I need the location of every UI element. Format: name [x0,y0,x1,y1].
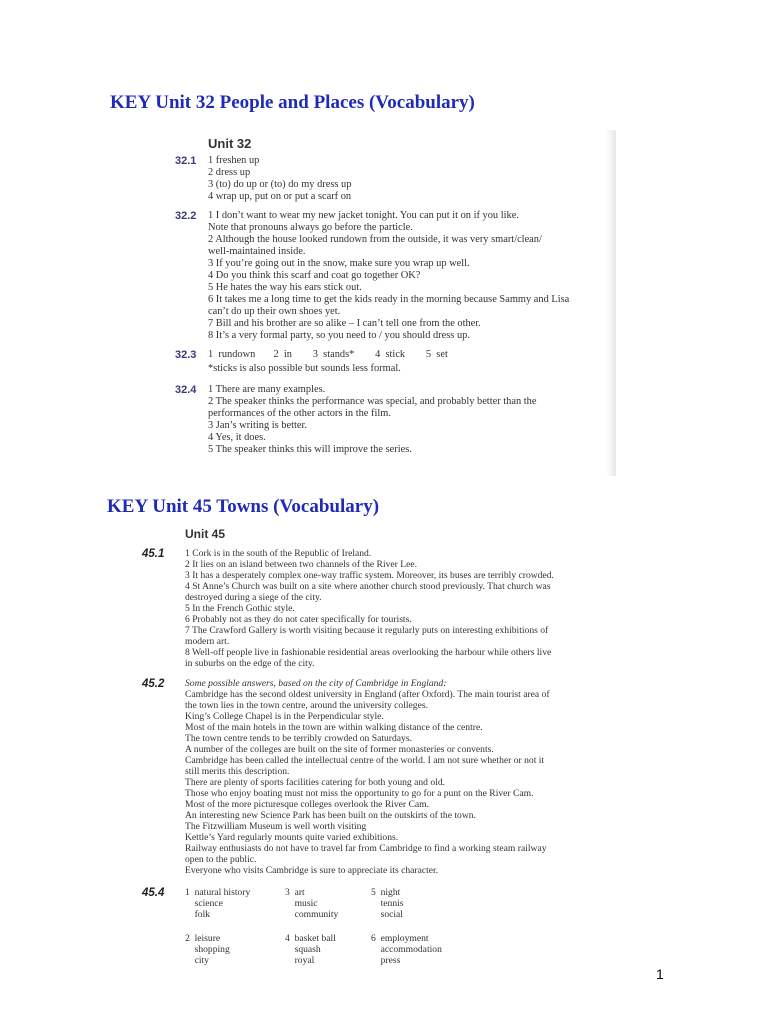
answer-intro: Some possible answers, based on the city of Cambridge in England: [185,678,447,689]
answer-line: destroyed during a siege of the city. [185,592,322,603]
word-item: squash [285,944,321,955]
word-item: royal [285,955,315,966]
unit-32-heading: Unit 32 [208,136,252,151]
answer-line: 1 There are many examples. [208,384,326,395]
answer-line: 1 Cork is in the south of the Republic of Ireland. [185,548,372,559]
answer-line: the town lies in the town centre, around the university colleges. [185,700,428,711]
word-item: accommodation [371,944,442,955]
word-item: science [185,898,223,909]
word-column [285,887,338,920]
answer-line: 2 It lies on an island between two channels of the River Lee. [185,559,418,570]
answer-line: 4 Yes, it does. [208,432,266,443]
answer-line: 6 It takes me a long time to get the kids ready in the morning because Sammy and Lisa [208,294,570,305]
word-column [371,887,404,920]
word-item: 2 leisure [185,933,221,944]
word-item: 4 basket ball [285,933,336,944]
section-number: 45.4 [142,887,165,899]
word-item: shopping [185,944,230,955]
section-number: 32.1 [175,155,197,167]
answer-line: King’s College Chapel is in the Perpendicular style. [185,711,384,722]
section-number: 32.3 [175,349,197,361]
word-item: 3 art [285,887,305,898]
answer-line: Those who enjoy boating must not miss the opportunity to go for a punt on the River Cam. [185,788,534,799]
answer-line: The town centre tends to be terribly crowded on Saturdays. [185,733,412,744]
answer-line: 1 freshen up [208,155,260,166]
answer-line: Cambridge has been called the intellectual centre of the world. I am not sure whether or not it [185,755,545,766]
word-column [185,887,250,920]
answer-line: 5 He hates the way his ears stick out. [208,282,362,293]
key-unit-45-title: KEY Unit 45 Towns (Vocabulary) [107,496,380,517]
answer-line: performances of the other actors in the film. [208,408,391,419]
unit-32-scan [170,130,616,476]
word-item: social [371,909,403,920]
answer-line: 7 Bill and his brother are so alike – I can’t tell one from the other. [208,318,481,329]
answer-line: can’t do up their own shoes yet. [208,306,341,317]
answer-line: 3 Jan’s writing is better. [208,420,307,431]
answer-line: well-maintained inside. [208,246,306,257]
answer-line: 2 dress up [208,167,251,178]
answer-line: There are plenty of sports facilities catering for both young and old. [185,777,446,788]
word-item: community [285,909,339,920]
answer-line: 8 Well-off people live in fashionable residential areas overlooking the harbour while others live [185,647,552,658]
answer-line: 8 It’s a very formal party, so you need to / you should dress up. [208,330,470,341]
answer-line: still merits this description. [185,766,290,777]
word-item: music [285,898,318,909]
answer-line: Everyone who visits Cambridge is sure to appreciate its character. [185,865,439,876]
section-number: 32.2 [175,210,197,222]
answer-line: Most of the main hotels in the town are within walking distance of the centre. [185,722,483,733]
word-column [371,933,442,966]
section-number: 32.4 [175,384,197,396]
word-item: folk [185,909,211,920]
answer-line: Railway enthusiasts do not have to travel far from Cambridge to find a working steam railway [185,843,547,854]
word-item: city [185,955,209,966]
answer-line: 4 Do you think this scarf and coat go together OK? [208,270,421,281]
answer-line: 2 Although the house looked rundown from the outside, it was very smart/clean/ [208,234,542,245]
answer-line: An interesting new Science Park has been built on the outskirts of the town. [185,810,476,821]
word-column [285,933,336,966]
answer-line: 1 rundown 2 in 3 stands* 4 stick 5 set [208,349,448,360]
answer-line: Kettle’s Yard regularly mounts quite varied exhibitions. [185,832,399,843]
answer-line: 5 In the French Gothic style. [185,603,295,614]
answer-line: open to the public. [185,854,257,865]
answer-line: 5 The speaker thinks this will improve the series. [208,444,412,455]
answer-line: 4 wrap up, put on or put a scarf on [208,191,352,202]
page-number: 1 [656,966,664,982]
unit-45-scan [135,524,625,970]
answer-line: The Fitzwilliam Museum is well worth visiting [185,821,367,832]
word-item: 5 night [371,887,401,898]
answer-line: 3 It has a desperately complex one-way traffic system. Moreover, its buses are terribly crowded. [185,570,554,581]
answer-line: 6 Probably not as they do not cater specifically for tourists. [185,614,412,625]
answer-line: 3 (to) do up or (to) do my dress up [208,179,352,190]
answer-line: A number of the colleges are built on the site of former monasteries or convents. [185,744,494,755]
answer-line: Cambridge has the second oldest university in England (after Oxford). The main tourist area of [185,689,550,700]
answer-line: 1 I don’t want to wear my new jacket tonight. You can put it on if you like. [208,210,519,221]
answer-line: in suburbs on the edge of the city. [185,658,315,669]
answer-line: 7 The Crawford Gallery is worth visiting because it regularly puts on interesting exhibitions of [185,625,549,636]
answer-line: 4 St Anne’s Church was built on a site where another church stood previously. That church was [185,581,551,592]
answer-line: Note that pronouns always go before the particle. [208,222,413,233]
section-number: 45.1 [142,548,165,560]
unit-45-heading: Unit 45 [185,527,226,541]
answer-line: 3 If you’re going out in the snow, make sure you wrap up well. [208,258,470,269]
key-unit-32-title: KEY Unit 32 People and Places (Vocabulary) [110,92,475,113]
word-item: press [371,955,401,966]
answer-line: modern art. [185,636,230,647]
word-column [185,933,230,966]
section-number: 45.2 [142,678,165,690]
answer-note: *sticks is also possible but sounds less formal. [208,363,401,374]
word-item: 1 natural history [185,887,251,898]
answer-line: 2 The speaker thinks the performance was special, and probably better than the [208,396,537,407]
word-item: 6 employment [371,933,429,944]
word-item: tennis [371,898,404,909]
answer-line: Most of the more picturesque colleges overlook the River Cam. [185,799,430,810]
